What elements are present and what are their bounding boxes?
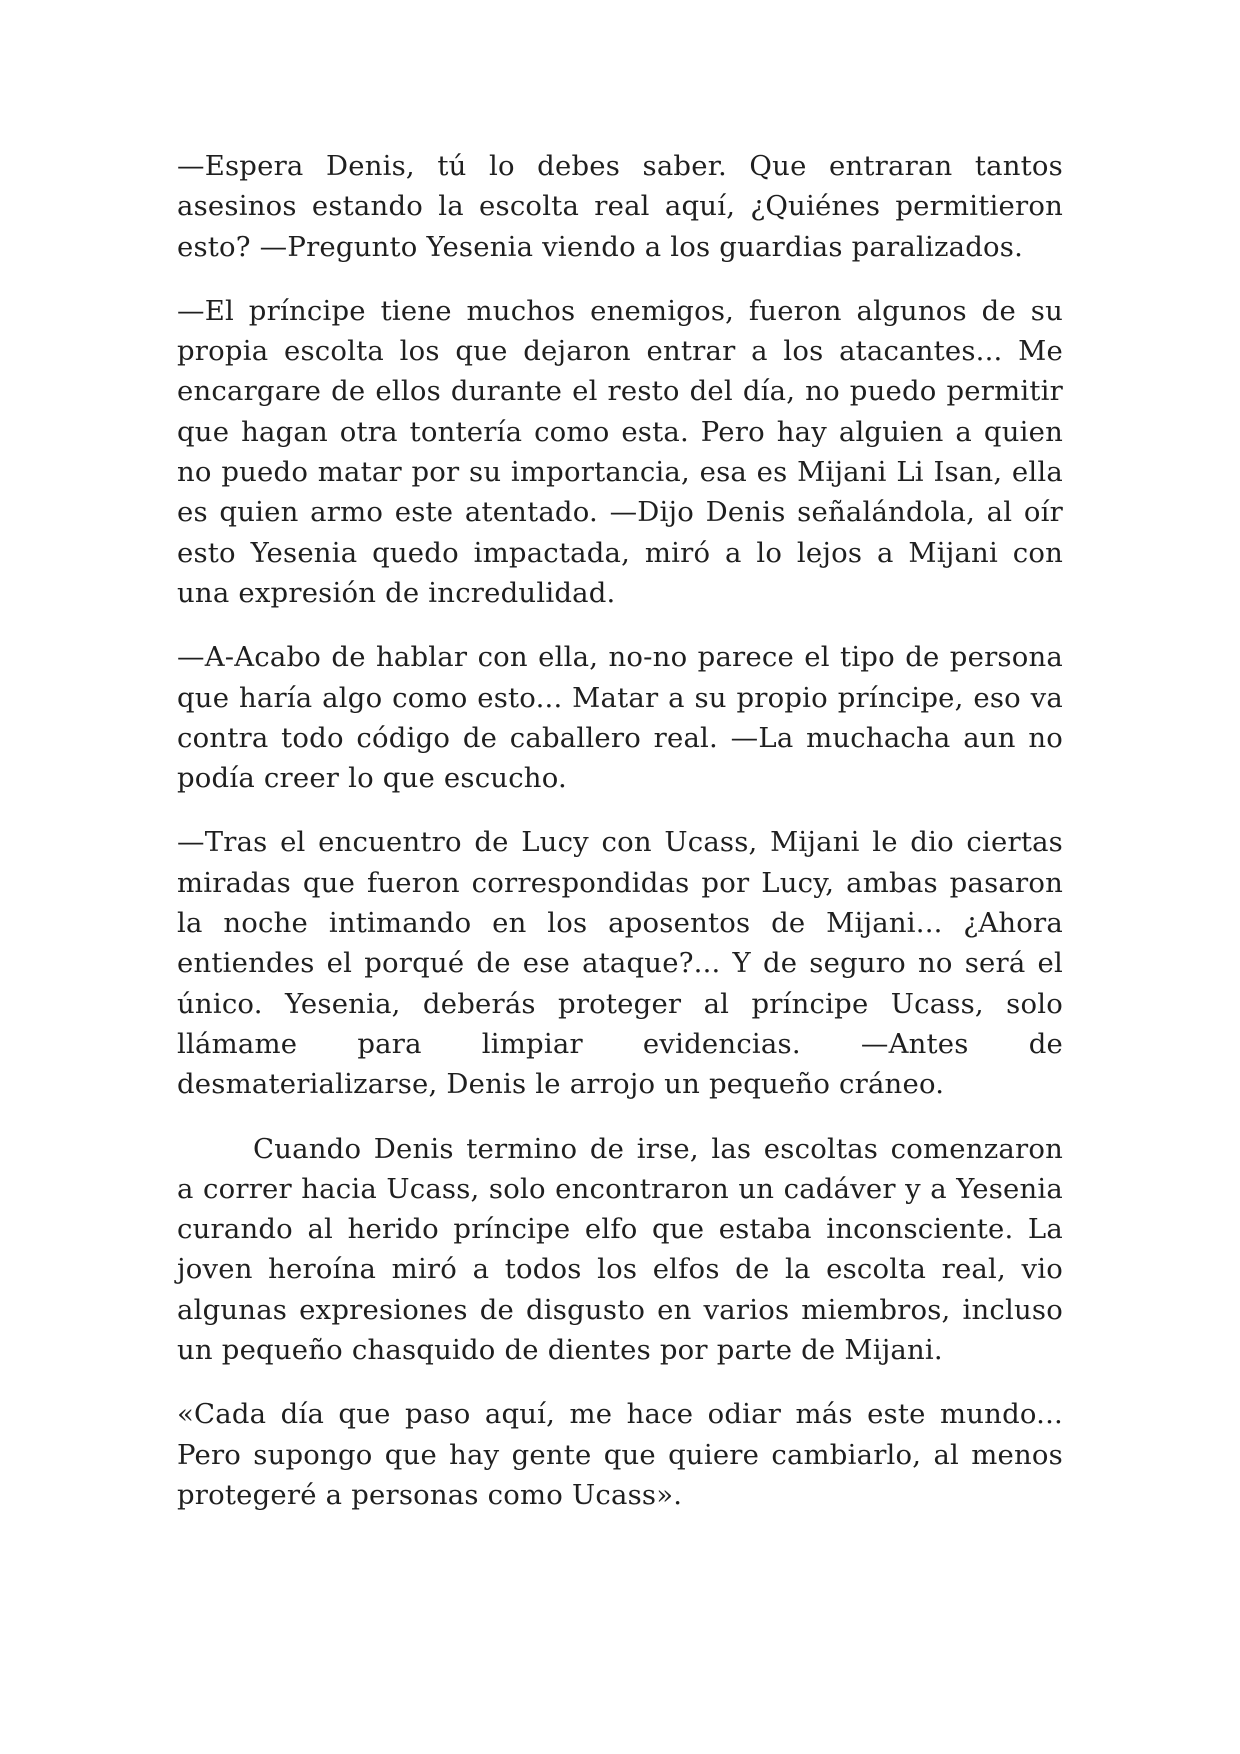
paragraph-1: —Espera Denis, tú lo debes saber. Que entraran tantos asesinos estando la escolta real aquí, ¿Quiénes permitieron esto? —Pregunto Yesenia viendo a los guardias paralizados. [177, 150, 1063, 263]
paragraph-3: —A-Acabo de hablar con ella, no-no parece el tipo de persona que haría algo como esto... Matar a su propio príncipe, eso va contra todo código de caballero real. —La muchacha aun no podía creer lo que escucho. [177, 641, 1063, 795]
paragraph-6: «Cada día que paso aquí, me hace odiar más este mundo... Pero supongo que hay gente que quiere cambiarlo, al menos protegeré a personas como Ucass». [177, 1398, 1063, 1511]
body-text [177, 146, 1063, 1539]
paragraph-5: Cuando Denis termino de irse, las escoltas comenzaron a correr hacia Ucass, solo encontraron un cadáver y a Yesenia curando al herido príncipe elfo que estaba inconsciente. La joven heroína miró a todos los elfos de la escolta real, vio algunas expresiones de disgusto en varios miembros, incluso un pequeño chasquido de dientes por parte de Mijani. [177, 1132, 1063, 1367]
paragraph-2: —El príncipe tiene muchos enemigos, fueron algunos de su propia escolta los que dejaron entrar a los atacantes... Me encargare de ellos durante el resto del día, no puedo permitir que hagan otra tontería como esta. Pero hay alguien a quien no puedo matar por su importancia, esa es Mijani Li Isan, ella es quien armo este atentado. —Dijo Denis señalándola, al oír esto Yesenia quedo impactada, miró a lo lejos a Mijani con una expresión de incredulidad. [177, 294, 1063, 609]
paragraph-4: —Tras el encuentro de Lucy con Ucass, Mijani le dio ciertas miradas que fueron correspondidas por Lucy, ambas pasaron la noche intimando en los aposentos de Mijani... ¿Ahora entiendes el porqué de ese ataque?... Y de seguro no será el único. Yesenia, deberás proteger al príncipe Ucass, solo llámame para limpiar evidencias. —Antes de desmaterializarse, Denis le arrojo un pequeño cráneo. [177, 826, 1063, 1101]
